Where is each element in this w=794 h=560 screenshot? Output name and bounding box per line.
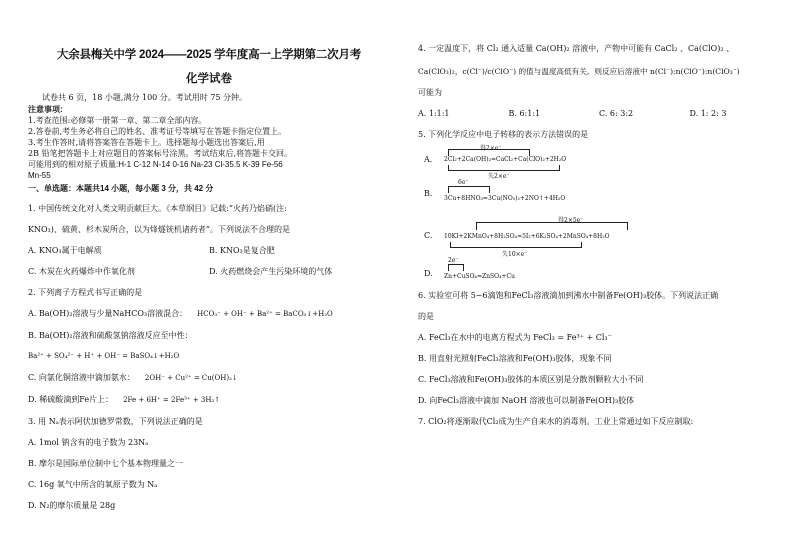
q6-option-d[interactable]: D. 向FeCl₃溶液中滴加 NaOH 溶液也可以制备Fe(OH)₃胶体 bbox=[418, 396, 635, 405]
atomic-masses: 可能用到的相对原子质量:H-1 C-12 N-14 0-16 Na-23 Cl-35.5 K-39 Fe-56 bbox=[28, 160, 283, 169]
q5-option-d[interactable] bbox=[418, 257, 780, 289]
q1-option-a[interactable]: A. KNO₃属于电解质 bbox=[28, 246, 102, 255]
q2-option-b-equation: Ba²⁺ + SO₄²⁻ + H⁺ + OH⁻ = BaSO₄↓+H₂O bbox=[28, 352, 180, 360]
q1-option-d[interactable]: D. 火药燃烧会产生污染环境的气体 bbox=[209, 267, 333, 276]
q3-option-b[interactable]: B. 摩尔是国际单位制中七个基本物理量之一 bbox=[28, 459, 183, 468]
q5-option-a-label: A. bbox=[424, 155, 433, 164]
left-column bbox=[28, 40, 390, 512]
q5-option-d-top: 2e⁻ bbox=[448, 257, 459, 264]
q2-option-d-equation: 2Fe + 6H⁺ = 2Fe³⁺ + 3H₂↑ bbox=[123, 396, 221, 404]
q4-option-b[interactable]: B. 6:1:1 bbox=[508, 109, 541, 118]
q6-option-c[interactable]: C. FeCl₃溶液和Fe(OH)₃胶体的本质区别是分散剂颗粒大小不同 bbox=[418, 375, 644, 384]
q2-option-c-equation: 2OH⁻ + Cu²⁺ = Cu(OH)₂↓ bbox=[144, 374, 238, 382]
q3-option-c[interactable]: C. 16g 氧气中所含的氧原子数为 Nₐ bbox=[28, 480, 158, 489]
note-item: 2B 铅笔把答题卡上对应题目的答案标号涂黑。考试结束后,将答题卡交回。 bbox=[28, 149, 293, 158]
q3-option-d[interactable]: D. N₂的摩尔质量是 28g bbox=[28, 501, 116, 510]
q6-stem-cont: 的是 bbox=[418, 312, 434, 321]
q2-option-a-equation: HCO₃⁻ + OH⁻ + Ba²⁺ = BaCO₃↓+H₂O bbox=[197, 310, 333, 318]
q5-option-d-label: D. bbox=[424, 269, 433, 278]
q6-option-b[interactable]: B. 用直射光照射FeCl₃溶液和Fe(OH)₃胶体，现象不同 bbox=[418, 354, 612, 363]
q2-option-d-text: D. 稀硫酸滴到Fe片上： bbox=[28, 395, 114, 404]
q5-option-a-top-arrow bbox=[448, 149, 530, 156]
right-column bbox=[418, 42, 780, 428]
q5-option-b-label: B. bbox=[424, 189, 433, 198]
q7-stem: 7. ClO₂将逐渐取代Cl₂成为生产自来水的消毒剂。工业上常通过如下反应制取: bbox=[418, 417, 694, 426]
note-item: 2.答卷前,考生务必将自己的姓名、准考证号等填写在答题卡指定位置上。 bbox=[28, 127, 287, 136]
q5-option-c-top: 得2×5e⁻ bbox=[558, 217, 584, 224]
q5-option-a[interactable] bbox=[418, 141, 780, 179]
q2-option-a-text: A. Ba(OH)₂溶液与少量NaHCO₃溶液混合： bbox=[28, 309, 188, 318]
q4-stem-end: 可能为 bbox=[418, 88, 442, 97]
q2-option-b[interactable]: B. Ba(OH)₂溶液和硫酸氢钠溶液反应至中性： bbox=[28, 331, 193, 340]
q1-stem: 1. 中国传统文化对人类文明贡献巨大。《本草纲目》记载:“火药乃焰硝(注: bbox=[28, 204, 287, 213]
q5-option-d-top-arrow bbox=[448, 264, 464, 271]
notes-heading: 注意事项: bbox=[28, 105, 63, 114]
q5-option-c-label: C. bbox=[424, 231, 433, 240]
q1-option-b[interactable]: B. KNO₃是复合肥 bbox=[209, 246, 275, 255]
q5-option-b[interactable] bbox=[418, 179, 780, 213]
note-item: 3.考生作答时,请将答案答在答题卡上。选择题每小题选出答案后,用 bbox=[28, 138, 265, 147]
q5-option-c-bottom: 失10×e⁻ bbox=[502, 251, 528, 258]
q5-option-b-top-arrow bbox=[448, 186, 490, 193]
q5-option-c-equation: 10KI+2KMnO₄+8H₂SO₄=5I₂+6K₂SO₄+2MnSO₄+8H₂O bbox=[444, 233, 610, 240]
q1-options-ab bbox=[28, 244, 390, 257]
q5-stem: 5. 下列化学反应中电子转移的表示方法错误的是 bbox=[418, 130, 589, 139]
q5-option-c-bottom-arrow bbox=[450, 242, 582, 248]
q4-option-a[interactable]: A. 1:1:1 bbox=[418, 109, 450, 118]
q3-option-a[interactable]: A. 1mol 钠含有的电子数为 23Nₐ bbox=[28, 438, 149, 447]
q2-stem: 2. 下列离子方程式书写正确的是 bbox=[28, 288, 143, 297]
q4-option-d[interactable]: D. 1: 2: 3 bbox=[689, 109, 727, 118]
q5-option-c[interactable] bbox=[418, 213, 780, 257]
q4-stem-cont: Ca(ClO₃)₂，c(Cl⁻)/c(ClO⁻) 的值与温度高低有关。则反应后溶液中 n(Cl⁻):n(ClO⁻):n(ClO₃⁻) bbox=[418, 67, 740, 76]
q5-option-a-bottom: 失2×e⁻ bbox=[488, 173, 510, 180]
q2-option-c-text: C. 向氯化铜溶液中滴加氨水： bbox=[28, 373, 135, 382]
q5-option-a-equation: 2Cl₂+2Ca(OH)₂=CaCl₂+Ca(ClO)₂+2H₂O bbox=[444, 156, 567, 163]
q1-option-c[interactable]: C. 木炭在火药爆炸中作氧化剂 bbox=[28, 267, 135, 276]
q2-option-c[interactable] bbox=[28, 371, 390, 385]
q5-option-b-top: 6e⁻ bbox=[458, 179, 469, 186]
q6-option-a[interactable]: A. FeCl₃在水中的电离方程式为 FeCl₃ = Fe³⁺ + Cl₃⁻ bbox=[418, 333, 612, 342]
q5-option-b-equation: 3Cu+8HNO₃=3Cu(NO₃)₂+2NO↑+4H₂O bbox=[444, 195, 566, 202]
q5-option-c-top-arrow bbox=[476, 222, 628, 230]
q2-option-d[interactable] bbox=[28, 393, 390, 407]
q2-option-a[interactable] bbox=[28, 307, 390, 321]
q4-options bbox=[418, 107, 780, 120]
atomic-masses-cont: Mn-55 bbox=[28, 171, 51, 180]
q6-stem: 6. 实验室可将 5~6滴饱和FeCl₃溶液滴加到沸水中制备Fe(OH)₃胶体。下列说法正确 bbox=[418, 291, 719, 300]
q1-stem-cont: KNO₃)、硫黄、杉木炭所合，以为烽燧铳机诸药者”。下列说法不合理的是 bbox=[28, 225, 290, 234]
page-subtitle: 化学试卷 bbox=[186, 73, 232, 85]
note-item: 1.考查范围:必修第一册第一章、第二章全部内容。 bbox=[28, 116, 207, 125]
q1-options-cd bbox=[28, 265, 390, 278]
q4-stem: 4. 一定温度下，将 Cl₂ 通入适量 Ca(OH)₂ 溶液中，产物中可能有 CaCl₂ 、Ca(ClO)₂ 、 bbox=[418, 44, 735, 53]
section-heading: 一、单选题：本题共14 小题，每小题 3 分，共 42 分 bbox=[28, 184, 214, 193]
q5-option-a-top: 得2×e⁻ bbox=[480, 145, 502, 152]
q4-option-c[interactable]: C. 6: 3:2 bbox=[599, 109, 634, 118]
q3-stem: 3. 用 Nₐ表示阿伏加德罗常数，下列说法正确的是 bbox=[28, 417, 203, 426]
q5-option-d-equation: Zn+CuSO₄=ZnSO₄+Cu bbox=[444, 273, 515, 280]
intro-text: 试卷共 6 页，18 小题,满分 100 分。考试用时 75 分钟。 bbox=[42, 93, 248, 102]
page-title: 大余县梅关中学 2024——2025 学年度高一上学期第二次月考 bbox=[56, 49, 362, 61]
